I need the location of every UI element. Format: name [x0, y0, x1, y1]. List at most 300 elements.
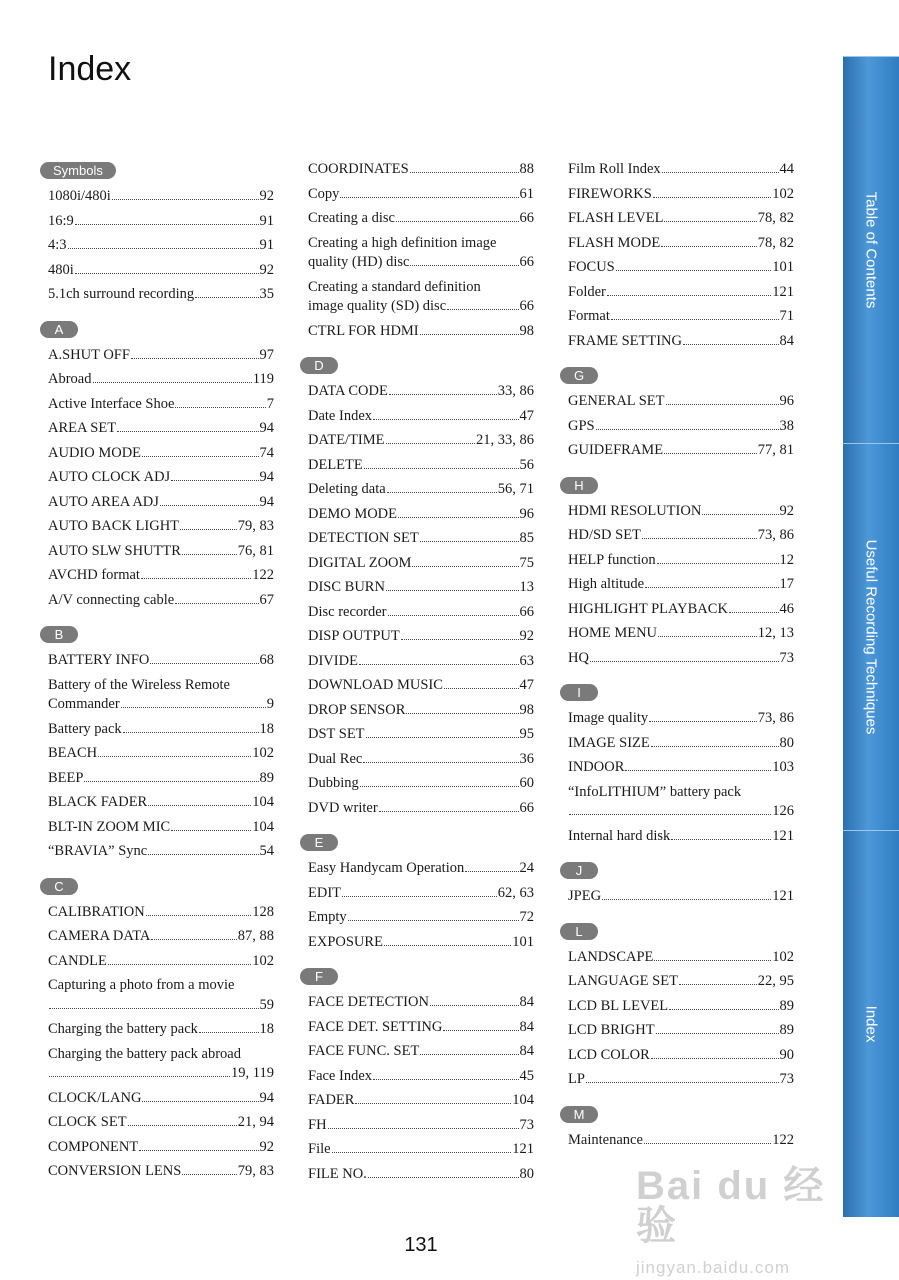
dot-leader: [586, 1082, 779, 1083]
dot-leader: [664, 453, 757, 454]
index-entry[interactable]: [308, 774, 534, 794]
entry-term: FLASH LEVEL: [568, 210, 664, 226]
index-entry[interactable]: [568, 887, 794, 907]
index-entry[interactable]: [308, 480, 534, 500]
index-entry[interactable]: [48, 976, 274, 1015]
entry-term: LP: [568, 1071, 585, 1087]
index-entry[interactable]: [568, 551, 794, 571]
entry-row: [568, 997, 794, 1017]
index-entry[interactable]: [568, 948, 794, 968]
page-number: 131: [404, 1234, 438, 1256]
entry-pages: 18: [259, 720, 274, 737]
index-entry[interactable]: [308, 884, 534, 904]
entry-term: COORDINATES: [308, 161, 409, 177]
entry-term: LANGUAGE SET: [568, 973, 678, 989]
dot-leader: [666, 404, 779, 405]
entry-row: [48, 793, 274, 813]
index-entry[interactable]: [48, 395, 274, 415]
index-entry[interactable]: [48, 1020, 274, 1040]
index-entry[interactable]: [568, 972, 794, 992]
dot-leader: [364, 468, 519, 469]
index-entry[interactable]: [568, 417, 794, 437]
section-heading-badge: M: [560, 1106, 598, 1123]
dot-leader: [657, 563, 779, 564]
dot-leader: [444, 688, 519, 689]
index-entry[interactable]: [308, 603, 534, 623]
entry-row: [48, 236, 274, 256]
entry-pages: 98: [519, 701, 534, 718]
entry-term: AUTO CLOCK ADJ: [48, 469, 171, 485]
entry-pages: 96: [779, 393, 794, 409]
entry-term: FACE FUNC. SET: [308, 1043, 420, 1059]
index-entry[interactable]: [48, 793, 274, 813]
index-entry[interactable]: [568, 526, 794, 546]
page-title: Index: [48, 50, 132, 88]
entry-row: [308, 382, 534, 402]
index-entry[interactable]: [308, 725, 534, 745]
entry-term: Deleting data: [308, 481, 386, 497]
entry-row: [48, 927, 274, 947]
entry-row: [568, 441, 794, 461]
entry-row: [568, 185, 794, 205]
index-entry[interactable]: [568, 392, 794, 412]
entry-pages: 47: [519, 677, 534, 693]
entry-term-line: Creating a standard definition: [308, 278, 481, 295]
index-entry[interactable]: [308, 322, 534, 342]
entry-row: [568, 502, 794, 522]
entry-row: [568, 1046, 794, 1066]
index-entry[interactable]: [568, 1046, 794, 1066]
entry-term: LCD COLOR: [568, 1046, 650, 1063]
index-entry[interactable]: [48, 468, 274, 488]
index-entry[interactable]: [568, 575, 794, 595]
entry-pages: 71: [779, 308, 794, 324]
index-entry[interactable]: [568, 734, 794, 754]
index-entry[interactable]: [308, 652, 534, 672]
index-entry[interactable]: [308, 1018, 534, 1038]
index-entry[interactable]: [568, 997, 794, 1017]
entry-term: DVD writer: [308, 799, 378, 816]
entry-row: [48, 996, 274, 1016]
dot-leader: [465, 871, 518, 872]
tab-label: Index: [862, 1005, 880, 1043]
entry-pages: 104: [252, 794, 274, 810]
dot-leader: [569, 814, 771, 815]
entry-row: [568, 600, 794, 620]
index-entry[interactable]: [568, 1070, 794, 1090]
entry-term: FOCUS: [568, 259, 615, 275]
entry-term: DATE/TIME: [308, 432, 385, 448]
entry-pages: 94: [259, 1089, 274, 1106]
index-entry[interactable]: [568, 160, 794, 180]
entry-pages: 21, 94: [237, 1114, 274, 1130]
index-entry[interactable]: [308, 160, 534, 180]
index-entry[interactable]: [308, 185, 534, 205]
entry-pages: 94: [259, 420, 274, 436]
entry-row: [568, 258, 794, 278]
index-entry[interactable]: [48, 346, 274, 366]
index-entry[interactable]: [568, 600, 794, 620]
dot-leader: [406, 713, 518, 714]
index-entry[interactable]: [308, 1091, 534, 1111]
entry-row: [48, 952, 274, 972]
entry-row: [308, 1116, 534, 1136]
entry-row: [48, 744, 274, 764]
entry-term: INDOOR: [568, 759, 625, 775]
entry-term: FACE DET. SETTING: [308, 1018, 443, 1035]
entry-pages: 121: [772, 888, 794, 904]
entry-pages: 66: [519, 799, 534, 816]
entry-row: [568, 802, 794, 822]
index-entry[interactable]: [48, 591, 274, 611]
index-entry[interactable]: [568, 332, 794, 352]
entry-term: DELETE: [308, 456, 363, 473]
entry-pages: 24: [519, 860, 534, 876]
dot-leader: [150, 663, 258, 664]
index-entry[interactable]: [308, 407, 534, 427]
tab-index[interactable]: [843, 830, 899, 1217]
index-entry[interactable]: [48, 818, 274, 838]
entry-pages: 45: [519, 1067, 534, 1084]
entry-term: FRAME SETTING: [568, 332, 682, 349]
index-entry[interactable]: [308, 627, 534, 647]
entry-term: FH: [308, 1116, 327, 1133]
index-entry[interactable]: [568, 649, 794, 669]
entry-term: IMAGE SIZE: [568, 734, 650, 751]
index-entry[interactable]: [308, 554, 534, 574]
index-entry[interactable]: [568, 1131, 794, 1151]
index-entry[interactable]: [568, 307, 794, 327]
index-entry[interactable]: [48, 187, 274, 207]
entry-pages: 97: [259, 346, 274, 363]
index-entry[interactable]: [48, 952, 274, 972]
entry-pages: 84: [519, 994, 534, 1010]
dot-leader: [373, 419, 518, 420]
entry-row: [308, 209, 534, 229]
entry-pages: 94: [259, 493, 274, 510]
entry-term: LCD BL LEVEL: [568, 997, 669, 1014]
index-column-1: [48, 160, 274, 1196]
index-entry[interactable]: [308, 456, 534, 476]
index-section: [308, 966, 534, 1184]
dot-leader: [328, 1128, 519, 1129]
index-section: [48, 160, 274, 305]
entry-pages: 128: [252, 903, 274, 920]
index-entry[interactable]: [308, 1042, 534, 1062]
entry-row: [568, 307, 794, 327]
entry-row: [308, 603, 534, 623]
index-entry[interactable]: [308, 799, 534, 819]
index-entry[interactable]: [48, 542, 274, 562]
dot-leader: [139, 1150, 258, 1151]
entry-term: AUTO AREA ADJ: [48, 493, 159, 510]
dot-leader: [171, 480, 258, 481]
entry-row: [568, 209, 794, 229]
entry-row: [48, 346, 274, 366]
entry-pages: 22, 95: [757, 973, 794, 989]
index-entry[interactable]: [568, 441, 794, 461]
index-entry[interactable]: [48, 1113, 274, 1133]
index-entry[interactable]: [48, 212, 274, 232]
dot-leader: [148, 854, 258, 855]
index-entry[interactable]: [308, 676, 534, 696]
dot-leader: [420, 541, 519, 542]
watermark-url: jingyan.baidu.com: [636, 1258, 791, 1277]
entry-pages: 80: [779, 734, 794, 751]
entry-row: [568, 526, 794, 546]
entry-term: DATA CODE: [308, 383, 388, 399]
entry-row: [48, 444, 274, 464]
entry-term: EXPOSURE: [308, 933, 383, 950]
index-entry[interactable]: [308, 701, 534, 721]
entry-term: HQ: [568, 649, 589, 666]
entry-term: FIREWORKS: [568, 185, 652, 202]
index-entry[interactable]: [308, 1165, 534, 1185]
entry-pages: 92: [519, 628, 534, 644]
entry-row: [568, 1131, 794, 1151]
entry-row: [308, 799, 534, 819]
dot-leader: [68, 248, 259, 249]
entry-term: GPS: [568, 417, 595, 434]
entry-pages: 17: [779, 576, 794, 592]
entry-row: [568, 827, 794, 847]
entry-pages: 46: [779, 600, 794, 617]
tab-table-of-contents[interactable]: [843, 56, 899, 443]
dot-leader: [651, 746, 779, 747]
index-entry[interactable]: [568, 185, 794, 205]
entry-row: [308, 1091, 534, 1111]
section-heading-badge: H: [560, 477, 598, 494]
dot-leader: [654, 960, 771, 961]
dot-leader: [590, 661, 779, 662]
entry-row: [308, 1042, 534, 1062]
entry-row: [308, 750, 534, 770]
entry-term: GENERAL SET: [568, 393, 665, 409]
tab-useful-recording-techniques[interactable]: [843, 443, 899, 830]
index-entry[interactable]: [568, 1021, 794, 1041]
index-entry[interactable]: [48, 1138, 274, 1158]
dot-leader: [84, 781, 258, 782]
entry-pages: 66: [519, 254, 534, 270]
index-entry[interactable]: [568, 827, 794, 847]
entry-term: Image quality: [568, 710, 649, 726]
dot-leader: [180, 529, 237, 530]
index-entry[interactable]: [568, 283, 794, 303]
entry-pages: 96: [519, 505, 534, 522]
entry-row: [48, 493, 274, 513]
entry-row: [48, 566, 274, 586]
watermark: [636, 1166, 836, 1276]
entry-pages: 47: [519, 407, 534, 424]
index-entry[interactable]: [308, 933, 534, 953]
entry-pages: 103: [772, 759, 794, 775]
index-entry[interactable]: [48, 1089, 274, 1109]
tab-label: Table of Contents: [862, 191, 880, 309]
entry-row: [308, 884, 534, 904]
index-entry[interactable]: [48, 720, 274, 740]
entry-pages: 79, 83: [237, 1163, 274, 1179]
index-entry[interactable]: [48, 444, 274, 464]
entry-term: AUDIO MODE: [48, 444, 142, 461]
entry-pages: 92: [259, 1138, 274, 1155]
index-entry[interactable]: [308, 750, 534, 770]
index-entry[interactable]: [48, 261, 274, 281]
index-entry[interactable]: [48, 927, 274, 947]
entry-term: Charging the battery pack: [48, 1021, 198, 1037]
index-entry[interactable]: [308, 278, 534, 317]
entry-term: Copy: [308, 185, 340, 202]
index-entry[interactable]: [308, 382, 534, 402]
dot-leader: [396, 221, 519, 222]
index-entry[interactable]: [568, 258, 794, 278]
index-entry[interactable]: [48, 566, 274, 586]
index-entry[interactable]: [568, 624, 794, 644]
dot-leader: [384, 945, 511, 946]
index-entry[interactable]: [308, 578, 534, 598]
dot-leader: [649, 721, 757, 722]
dot-leader: [602, 899, 771, 900]
index-entry[interactable]: [308, 993, 534, 1013]
index-entry[interactable]: [48, 517, 274, 537]
section-heading-badge: L: [560, 923, 598, 940]
dot-leader: [348, 920, 519, 921]
section-heading-badge: E: [300, 834, 338, 851]
index-entry[interactable]: [308, 209, 534, 229]
index-section: [48, 876, 274, 1182]
index-entry[interactable]: [308, 1116, 534, 1136]
index-entry[interactable]: [568, 209, 794, 229]
index-entry[interactable]: [308, 431, 534, 451]
entry-row: [308, 701, 534, 721]
entry-row: [568, 887, 794, 907]
index-entry[interactable]: [308, 908, 534, 928]
dot-leader: [195, 297, 258, 298]
index-entry[interactable]: [48, 236, 274, 256]
entry-pages: 74: [259, 444, 274, 461]
entry-term: 16:9: [48, 212, 74, 229]
entry-pages: 126: [772, 803, 794, 819]
entry-pages: 75: [519, 554, 534, 571]
index-entry[interactable]: [48, 676, 274, 715]
dot-leader: [49, 1076, 230, 1077]
entry-row: [568, 283, 794, 303]
entry-pages: 90: [779, 1046, 794, 1063]
entry-row: [48, 695, 274, 715]
entry-pages: 87, 88: [237, 928, 274, 944]
entry-term: CANDLE: [48, 952, 107, 969]
index-entry[interactable]: [568, 709, 794, 729]
dot-leader: [128, 1125, 237, 1126]
dot-leader: [199, 1032, 259, 1033]
entry-pages: 72: [519, 909, 534, 925]
dot-leader: [373, 1079, 518, 1080]
dot-leader: [683, 344, 779, 345]
dot-leader: [388, 615, 519, 616]
entry-row: [48, 468, 274, 488]
index-entry[interactable]: [568, 783, 794, 822]
dot-leader: [148, 805, 251, 806]
entry-term: “BRAVIA” Sync: [48, 843, 148, 859]
entry-pages: 121: [772, 283, 794, 300]
index-entry[interactable]: [308, 505, 534, 525]
index-entry[interactable]: [568, 758, 794, 778]
entry-term: AREA SET: [48, 420, 117, 436]
dot-leader: [332, 1152, 512, 1153]
entry-term-line: Battery of the Wireless Remote: [48, 676, 230, 693]
dot-leader: [671, 839, 771, 840]
entry-term: Easy Handycam Operation: [308, 860, 465, 876]
index-entry[interactable]: [48, 744, 274, 764]
entry-pages: 102: [252, 745, 274, 761]
entry-pages: 119: [252, 371, 274, 387]
entry-pages: 68: [259, 652, 274, 668]
dot-leader: [379, 811, 519, 812]
entry-term: image quality (SD) disc: [308, 298, 447, 314]
index-entry[interactable]: [308, 1140, 534, 1160]
index-entry[interactable]: [48, 1162, 274, 1182]
index-entry[interactable]: [308, 859, 534, 879]
entry-row: [568, 649, 794, 669]
entry-row: [308, 1165, 534, 1185]
index-entry[interactable]: [568, 502, 794, 522]
entry-term: quality (HD) disc: [308, 254, 410, 270]
entry-term: Empty: [308, 909, 347, 925]
index-entry[interactable]: [308, 529, 534, 549]
entry-pages: 61: [519, 185, 534, 202]
index-entry[interactable]: [48, 1045, 274, 1084]
index-section: [568, 365, 794, 461]
entry-row: [48, 1064, 274, 1084]
index-entry[interactable]: [48, 419, 274, 439]
entry-row: [568, 948, 794, 968]
entry-term: CAMERA DATA: [48, 928, 151, 944]
dot-leader: [669, 1009, 778, 1010]
entry-row: [48, 212, 274, 232]
entry-pages: 73: [519, 1116, 534, 1133]
dot-leader: [662, 172, 779, 173]
entry-row: [308, 933, 534, 953]
entry-term: CONVERSION LENS: [48, 1163, 182, 1179]
index-entry[interactable]: [48, 651, 274, 671]
index-entry[interactable]: [48, 903, 274, 923]
dot-leader: [410, 172, 519, 173]
index-entry[interactable]: [308, 234, 534, 273]
entry-row: [568, 972, 794, 992]
index-entry[interactable]: [48, 370, 274, 390]
index-entry[interactable]: [48, 493, 274, 513]
entry-row: [308, 1140, 534, 1160]
entry-pages: 79, 83: [237, 518, 274, 534]
entry-term: A/V connecting cable: [48, 591, 175, 608]
dot-leader: [366, 737, 519, 738]
section-heading-badge: F: [300, 968, 338, 985]
index-entry[interactable]: [568, 234, 794, 254]
entry-row: [568, 709, 794, 729]
entry-pages: 62, 63: [497, 884, 534, 901]
index-entry[interactable]: [48, 769, 274, 789]
dot-leader: [412, 566, 518, 567]
entry-pages: 84: [779, 332, 794, 349]
section-heading-badge: D: [300, 357, 338, 374]
entry-term: FLASH MODE: [568, 234, 661, 251]
index-entry[interactable]: [48, 842, 274, 862]
entry-term: CALIBRATION: [48, 903, 145, 920]
dot-leader: [368, 1177, 519, 1178]
entry-pages: 101: [772, 259, 794, 275]
index-entry[interactable]: [48, 285, 274, 305]
index-entry[interactable]: [308, 1067, 534, 1087]
entry-pages: 92: [779, 502, 794, 519]
